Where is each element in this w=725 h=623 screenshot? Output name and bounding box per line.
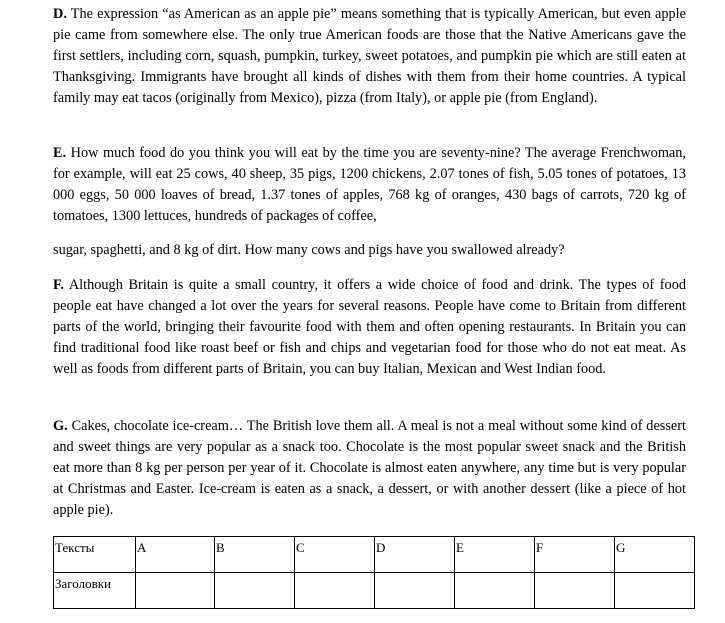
column-header-b: B: [215, 537, 295, 573]
answer-table: [53, 536, 695, 609]
column-header-f: F: [536, 540, 544, 555]
paragraph-d-letter: D.: [53, 6, 67, 22]
paragraph-g-text: Cakes, chocolate ice-cream… The British love them all. A meal is not a meal without some kind of dessert and sweet things are very popular as a snack too. Chocolate is the most popular sweet snack and the British eat more than 8 kg per person per year of it. Chocolate is almost eaten anywhere, any time but is very popular at Christmas and Easter. Ice-cream is eaten as a snack, a dessert, or with another dessert (like a piece of hot apple pie).: [53, 418, 686, 518]
answer-cell-d[interactable]: [375, 573, 455, 609]
paragraph-g-letter: G.: [53, 418, 68, 434]
paragraph-d: [53, 4, 686, 109]
answer-cell-e[interactable]: [455, 573, 535, 609]
answer-cell-g[interactable]: [615, 573, 695, 609]
column-header-d: D: [376, 540, 386, 555]
paragraph-g: [53, 416, 686, 521]
column-header-a: A: [136, 537, 215, 573]
table-row-texts: [54, 537, 695, 573]
paragraph-e-text-part1: How much food do you think you will eat by the time you are seventy-nine? The average Frenchwoman, for example, will eat 25 cows, 40 sheep, 35 pigs, 1200 chickens, 2.07 tones of fish, 5.05 tones of potatoes, 13 000 eggs, 50 000 loaves of bread, 1.37 tones of apples, 768 kg of oranges, 430 bags of carrots, 720 kg of tomatoes, 1300 lettuces, hundreds of packages of coffee,: [53, 145, 687, 224]
column-header-g: G: [615, 537, 695, 573]
column-header-e-cell: [455, 537, 535, 573]
paragraph-e: [53, 143, 686, 227]
paragraph-f-text: Although Britain is quite a small country, it offers a wide choice of food and drink. The types of food people eat have changed a lot over the years for several reasons. People have come to Britain from different parts of the world, bringing their favourite food with them and often opening restaurants. In Britain you can find traditional food like roast beef or fish and chips and vegetarian food for those who do not eat meat. As well as foods from different parts of Britain, you can buy Italian, Mexican and West Indian food.: [53, 277, 686, 377]
paragraph-e-letter: E.: [53, 145, 67, 161]
answer-cell-b[interactable]: [215, 573, 295, 609]
column-header-d-cell: [375, 537, 455, 573]
column-header-c: C: [295, 537, 375, 573]
paragraph-e-continued: [53, 240, 686, 261]
row-label-texts: Тексты: [54, 537, 136, 573]
paragraph-e-text-part2: sugar, spaghetti, and 8 kg of dirt. How many cows and pigs have you swallowed already?: [53, 242, 565, 258]
column-header-e: E: [456, 540, 464, 555]
paragraph-f: [53, 275, 686, 380]
table-row-headings: [54, 573, 695, 609]
column-header-f-cell: [535, 537, 615, 573]
paragraph-f-letter: F.: [53, 277, 64, 293]
answer-cell-a[interactable]: [136, 573, 215, 609]
row-label-headings: Заголовки: [54, 573, 136, 609]
answer-cell-c[interactable]: [295, 573, 375, 609]
answer-cell-f[interactable]: [535, 573, 615, 609]
paragraph-d-text: The expression “as American as an apple pie” means something that is typically American, but even apple pie came from somewhere else. The only true American foods are those that the Native Americans gave the first settlers, including corn, squash, pumpkin, turkey, sweet potatoes, and pumpkin pie which are still eaten at Thanksgiving. Immigrants have brought all kinds of dishes with them from their home countries. A typical family may eat tacos (originally from Mexico), pizza (from Italy), or apple pie (from England).: [53, 6, 686, 106]
